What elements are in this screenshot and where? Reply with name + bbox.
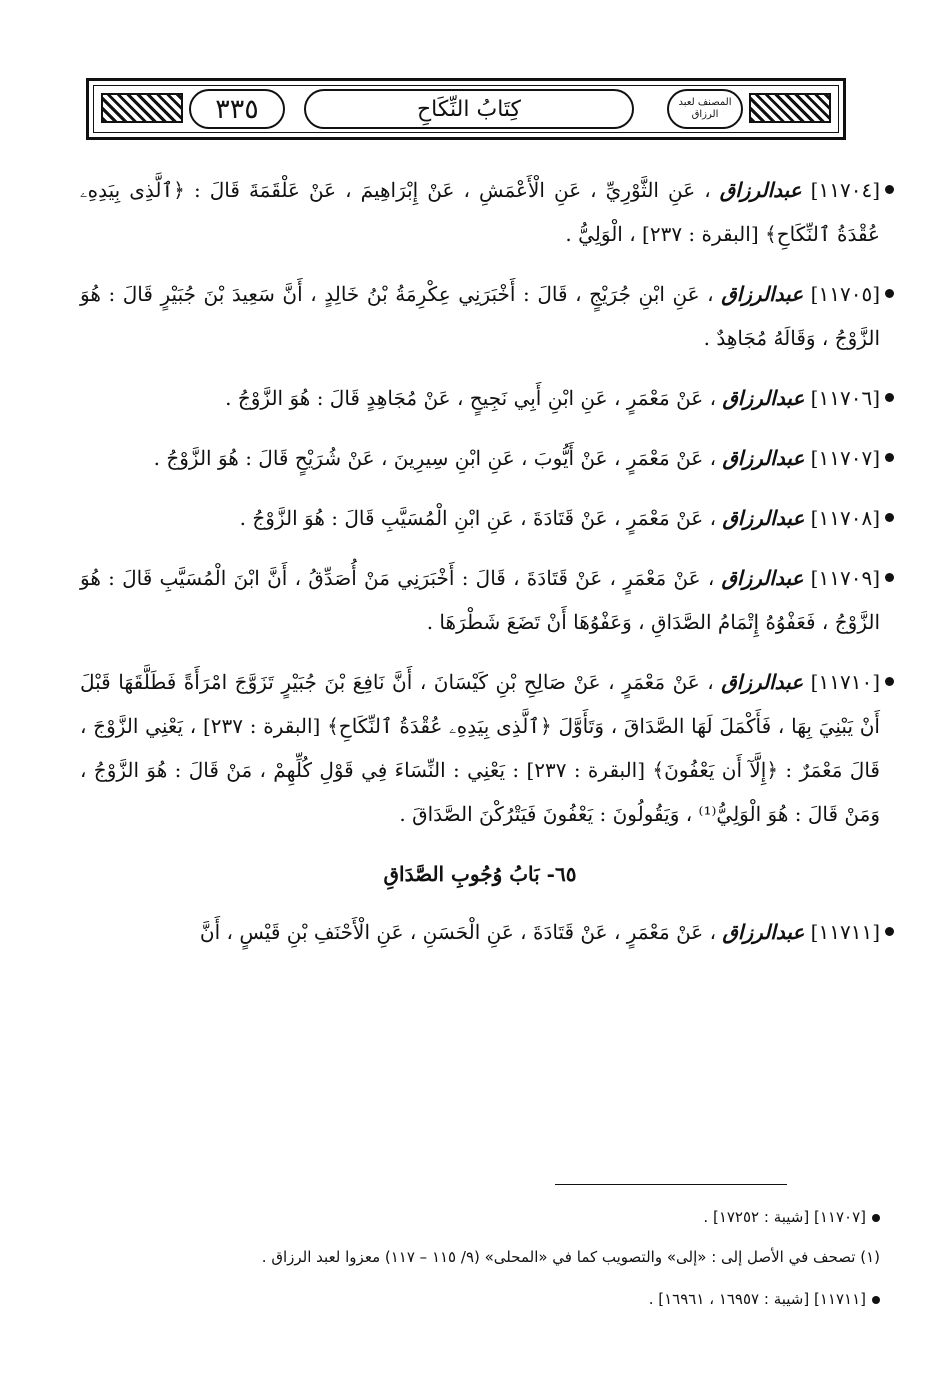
entry-text: ، عَنِ الثَّوْرِيِّ ، عَنِ الْأَعْمَشِ ، عَنْ إِبْرَاهِيمَ ، عَنْ عَلْقَمَةَ قَالَ : ﴿ٱلَّذِى بِيَدِهِۦ عُقْدَةُ ٱلنِّكَاحِ﴾ [البقرة : ٢٣٧] ، الْوَلِيُّ . <box>80 178 880 246</box>
hadith-entry <box>80 556 880 644</box>
hadith-entry <box>80 910 880 954</box>
footnote-divider <box>555 1184 787 1185</box>
narrator-name: عبدالرزاق <box>721 670 804 694</box>
footnote-text: (١) تصحف في الأصل إلى : «إلى» والتصويب كما في «المحلى» (٩/ ١١٥ – ١١٧) معزوا لعبد الرزاق . <box>261 1248 880 1266</box>
bullet-icon <box>872 1296 880 1304</box>
bullet-icon <box>872 1214 880 1222</box>
main-text <box>80 168 880 970</box>
entry-number: [١١٧١٠] <box>810 670 880 694</box>
entry-number: [١١٧٠٩] <box>810 566 881 590</box>
narrator-name: عبدالرزاق <box>722 920 805 944</box>
hadith-entry <box>80 272 880 360</box>
footnote-text: [١١٧٠٧] [شيبة : ١٧٢٥٢] . <box>703 1208 866 1226</box>
bullet-icon <box>885 289 894 298</box>
entry-text: ، عَنْ مَعْمَرٍ ، عَنْ أَيُّوبَ ، عَنِ ابْنِ سِيرِينَ ، عَنْ شُرَيْحٍ قَالَ : هُوَ الزَّوْجُ . <box>153 446 717 470</box>
footnote-reference <box>80 1206 880 1228</box>
entry-number: [١١٧١١] <box>810 920 880 944</box>
entry-number: [١١٧٠٥] <box>810 282 881 306</box>
bullet-icon <box>885 513 894 522</box>
narrator-name: عبدالرزاق <box>721 566 804 590</box>
book-title: كِتَابُ النِّكَاحِ <box>304 89 634 129</box>
bullet-icon <box>885 927 894 936</box>
narrator-name: عبدالرزاق <box>722 446 805 470</box>
footnote-text: [١١٧١١] [شيبة : ١٦٩٥٧ ، ١٦٩٦١] . <box>648 1290 866 1308</box>
hadith-entry <box>80 496 880 540</box>
section-heading: ٦٥- بَابُ وُجُوبِ الصَّدَاقِ <box>383 862 577 886</box>
entry-text: ، عَنْ مَعْمَرٍ ، عَنْ قَتَادَةَ ، قَالَ : أَخْبَرَنِي مَنْ أُصَدِّقُ ، أَنَّ ابْنَ الْمُسَيَّبِ قَالَ : هُوَ الزَّوْجُ ، فَعَفْوُهُ إِتْمَامُ الصَّدَاقِ ، وَعَفْوُهَا أَنْ تَضَعَ شَطْرَهَا . <box>80 566 880 634</box>
bullet-icon <box>885 185 894 194</box>
page-number: ٣٣٥ <box>189 89 285 129</box>
entry-text: ، عَنْ مَعْمَرٍ ، عَنْ قَتَادَةَ ، عَنِ الْحَسَنِ ، عَنِ الْأَحْنَفِ بْنِ قَيْسٍ ، أَنَّ <box>199 920 717 944</box>
narrator-name: عبدالرزاق <box>722 506 805 530</box>
hadith-entry <box>80 660 880 836</box>
entry-text: ، عَنِ ابْنِ جُرَيْجٍ ، قَالَ : أَخْبَرَنِي عِكْرِمَةُ بْنُ خَالِدٍ ، أَنَّ سَعِيدَ بْنَ جُبَيْرٍ قَالَ : هُوَ الزَّوْجُ ، وَقَالَهُ مُجَاهِدٌ . <box>80 282 880 350</box>
right-ornament <box>749 93 831 123</box>
entry-number: [١١٧٠٤] <box>810 178 881 202</box>
narrator-name: عبدالرزاق <box>722 386 805 410</box>
footnote-reference <box>80 1288 880 1310</box>
bullet-icon <box>885 677 894 686</box>
bullet-icon <box>885 573 894 582</box>
entry-number: [١١٧٠٦] <box>810 386 880 410</box>
entry-text: ، عَنْ مَعْمَرٍ ، عَنْ صَالِحِ بْنِ كَيْسَانَ ، أَنَّ نَافِعَ بْنَ جُبَيْرٍ تَزَوَّجَ امْرَأَةً فَطَلَّقَهَا قَبْلَ أَنْ يَبْنِيَ بِهَا ، فَأَكْمَلَ لَهَا الصَّدَاقَ ، وَتَأَوَّلَ ﴿ٱلَّذِى بِيَدِهِۦ عُقْدَةُ ٱلنِّكَاحِ﴾ [البقرة : ٢٣٧] ، يَعْنِي الزَّوْجَ ، قَالَ مَعْمَرٌ : ﴿إِلَّآ أَن يَعْفُونَ﴾ [البقرة : ٢٣٧] : يَعْنِي : النِّسَاءَ فِي قَوْلِ كُلِّهِمْ ، مَنْ قَالَ : هُوَ الزَّوْجُ ، وَمَنْ قَالَ : هُوَ الْوَلِيُّ⁽¹⁾ ، وَيَقُولُونَ : يَعْفُونَ فَيَتْرُكْنَ الصَّدَاقَ . <box>80 670 880 826</box>
narrator-name: عبدالرزاق <box>721 282 804 306</box>
bullet-icon <box>885 393 894 402</box>
hadith-entry <box>80 436 880 480</box>
entry-number: [١١٧٠٧] <box>810 446 880 470</box>
left-ornament <box>101 93 183 123</box>
book-seal: المصنف لعبد الرزاق <box>667 89 743 129</box>
page-header <box>86 78 846 140</box>
narrator-name: عبدالرزاق <box>719 178 802 202</box>
bullet-icon <box>885 453 894 462</box>
entry-number: [١١٧٠٨] <box>810 506 880 530</box>
hadith-entry <box>80 168 880 256</box>
entry-text: ، عَنْ مَعْمَرٍ ، عَنْ قَتَادَةَ ، عَنِ ابْنِ الْمُسَيَّبِ قَالَ : هُوَ الزَّوْجُ . <box>239 506 717 530</box>
hadith-entry <box>80 376 880 420</box>
footnote-note <box>80 1246 880 1268</box>
entry-text: ، عَنْ مَعْمَرٍ ، عَنِ ابْنِ أَبِي نَجِيحٍ ، عَنْ مُجَاهِدٍ قَالَ : هُوَ الزَّوْجُ . <box>225 386 717 410</box>
